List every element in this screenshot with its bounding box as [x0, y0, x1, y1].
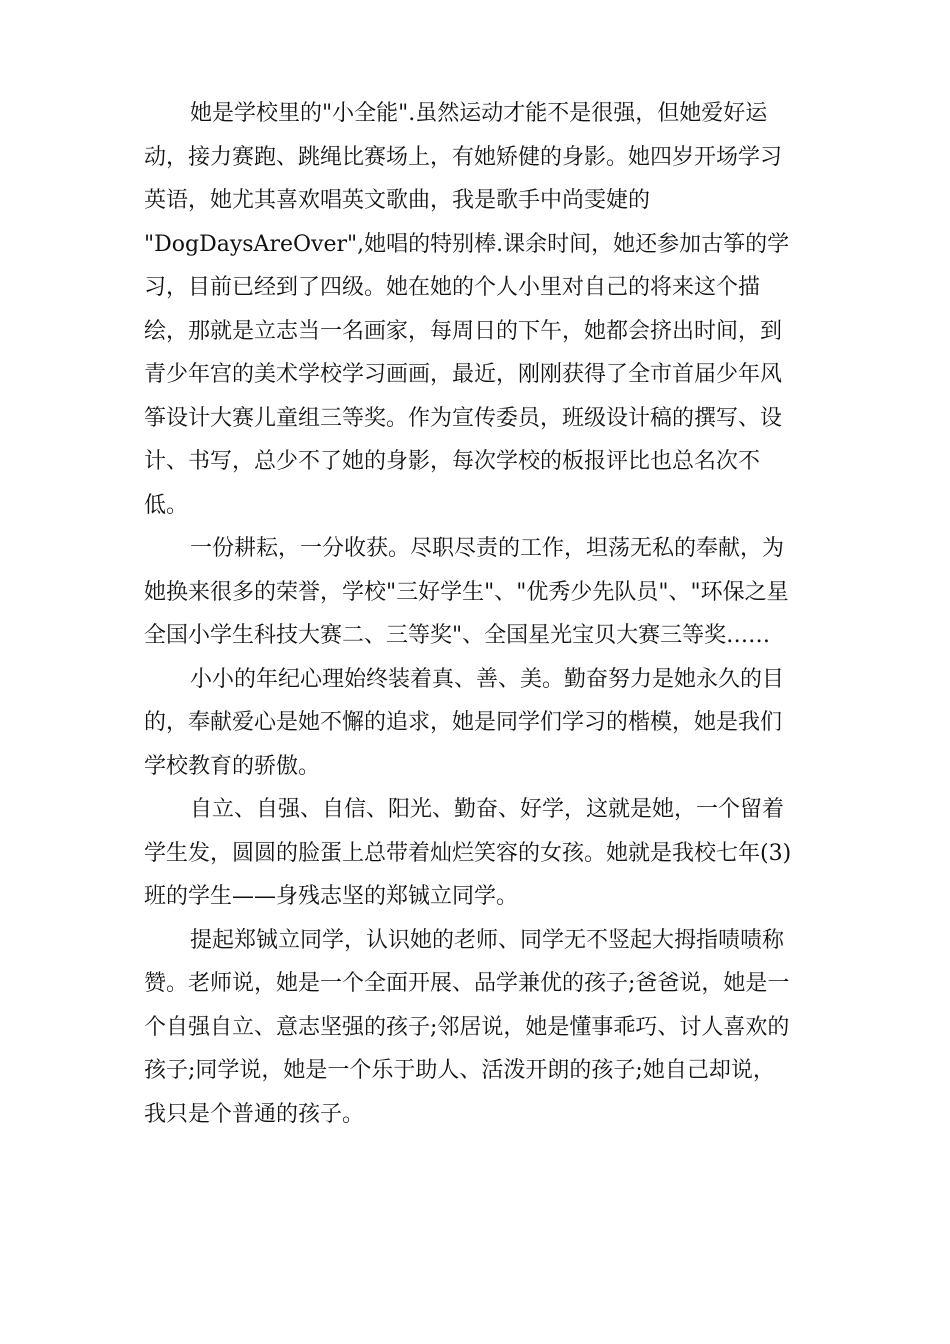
text-line: 班的学生——身残志坚的郑铖立同学。	[144, 884, 519, 909]
text-line: 学生发，圆圆的脸蛋上总带着灿烂笑容的女孩。她就是我校七年(3)	[144, 840, 792, 866]
text-line: 我只是个普通的孩子。	[144, 1101, 365, 1127]
text-line: 一份耕耘，一分收获。尽职尽责的工作，坦荡无私的奉献，为	[190, 536, 785, 561]
paragraph-1	[144, 92, 808, 527]
text-line: 学校教育的骄傲。	[144, 753, 321, 779]
text-line: 个自强自立、意志坚强的孩子;邻居说，她是懂事乖巧、讨人喜欢的	[144, 1014, 790, 1040]
text-line: 计、书写，总少不了她的身影，每次学校的板报评比也总名次不	[144, 449, 761, 474]
text-line: 自立、自强、自信、阳光、勤奋、好学，这就是她，一个留着	[190, 797, 785, 822]
document-body	[144, 92, 808, 1136]
text-line: 她是学校里的"小全能".虽然运动才能不是很强，但她爱好运	[190, 101, 768, 126]
text-line: 习，目前已经到了四级。她在她的个人小里对自己的将来这个描	[144, 275, 761, 300]
text-line: 筝设计大赛儿童组三等奖。作为宣传委员，班级设计稿的撰写、设	[144, 405, 783, 431]
paragraph-4	[144, 788, 808, 919]
text-line: 青少年宫的美术学校学习画画，最近，刚刚获得了全市首届少年风	[144, 362, 783, 387]
paragraph-2	[144, 527, 808, 658]
text-line: "DogDaysAreOver",她唱的特别棒.课余时间，她还参加古筝的学	[144, 231, 790, 257]
text-line: 绘，那就是立志当一名画家，每周日的下午，她都会挤出时间，到	[144, 318, 783, 344]
text-line: 提起郑铖立同学，认识她的老师、同学无不竖起大拇指啧啧称	[190, 927, 785, 953]
text-line: 小小的年纪心理始终装着真、善、美。勤奋努力是她永久的目	[190, 666, 785, 692]
text-line: 赞。老师说，她是一个全面开展、品学兼优的孩子;爸爸说，她是一	[144, 971, 790, 996]
text-line: 全国小学生科技大赛二、三等奖"、全国星光宝贝大赛三等奖……	[144, 623, 771, 648]
text-line: 低。	[144, 492, 189, 518]
text-line: 动，接力赛跑、跳绳比赛场上，有她矫健的身影。她四岁开场学习	[144, 144, 783, 170]
text-line: 英语，她尤其喜欢唱英文歌曲，我是歌手中尚雯婕的	[144, 188, 651, 213]
text-line: 孩子;同学说，她是一个乐于助人、活泼开朗的孩子;她自己却说，	[144, 1058, 775, 1083]
text-line: 她换来很多的荣誉，学校"三好学生"、"优秀少先队员"、"环保之星	[144, 579, 789, 605]
paragraph-3	[144, 658, 808, 789]
text-line: 的，奉献爱心是她不懈的追求，她是同学们学习的楷模，她是我们	[144, 710, 783, 735]
paragraph-5	[144, 919, 808, 1137]
